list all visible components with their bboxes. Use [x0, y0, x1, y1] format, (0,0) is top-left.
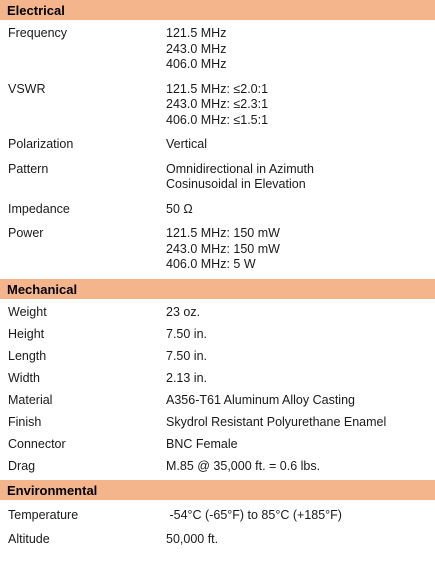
spec-label: Drag: [8, 458, 36, 473]
spec-value-line: Omnidirectional in Azimuth: [166, 161, 314, 176]
spec-value: [166, 459, 435, 475]
spec-row-drag: [0, 452, 435, 474]
spec-value: [166, 202, 435, 218]
spec-value-line: 243.0 MHz: 150 mW: [166, 241, 280, 256]
spec-value-line: M.85 @ 35,000 ft. = 0.6 lbs.: [166, 458, 321, 473]
spec-label: VSWR: [8, 81, 46, 96]
spec-value-line: Vertical: [166, 137, 207, 151]
spec-row-length: [0, 342, 435, 364]
spec-row-material: [0, 386, 435, 408]
spec-value-line: Skydrol Resistant Polyurethane Enamel: [166, 414, 387, 429]
spec-value-line: 50 Ω: [166, 201, 193, 216]
section-header-electrical: Electrical: [0, 0, 435, 21]
spec-value: [166, 371, 435, 387]
spec-row-connector: [0, 430, 435, 452]
spec-value-line: 121.5 MHz: [166, 26, 227, 40]
spec-value-line: 7.50 in.: [166, 348, 208, 363]
spec-value: [166, 327, 435, 343]
spec-value: [166, 82, 435, 129]
spec-row-altitude: [0, 524, 435, 548]
spec-value: [166, 508, 435, 524]
spec-value: [166, 162, 435, 193]
spec-row-polarization: [0, 128, 435, 153]
spec-value-line: 406.0 MHz: 5 W: [166, 257, 256, 271]
spec-value: [166, 137, 435, 153]
spec-value-line: 243.0 MHz: ≤2.3:1: [166, 97, 269, 111]
spec-value: [166, 437, 435, 453]
spec-row-impedance: [0, 193, 435, 218]
spec-value: [166, 305, 435, 321]
spec-value-line: 7.50 in.: [166, 326, 208, 341]
spec-value-line: 121.5 MHz: ≤2.0:1: [166, 81, 269, 96]
spec-value: [166, 532, 435, 548]
spec-row-pattern: [0, 153, 435, 193]
spec-value-line: 2.13 in.: [166, 370, 208, 385]
spec-value-line: 406.0 MHz: ≤1.5:1: [166, 112, 269, 127]
spec-label: Pattern: [8, 161, 49, 176]
spec-value-line: 23 oz.: [166, 304, 201, 319]
spec-row-temperature: [0, 501, 435, 524]
spec-value-line: A356-T61 Aluminum Alloy Casting: [166, 392, 355, 407]
spec-row-power: [0, 217, 435, 273]
spec-label: Connector: [8, 436, 66, 451]
spec-label: Length: [8, 348, 47, 363]
spec-value-line: 243.0 MHz: [166, 41, 227, 56]
spec-row-vswr: [0, 73, 435, 129]
spec-value: [166, 26, 435, 73]
spec-value-line: 406.0 MHz: [166, 57, 227, 71]
spec-value-line: 121.5 MHz: 150 mW: [166, 226, 280, 240]
spec-label: Finish: [8, 414, 42, 429]
spec-row-frequency: [0, 21, 435, 73]
spec-label: Polarization: [8, 137, 74, 151]
spec-value: [166, 349, 435, 365]
spec-value-line: Cosinusoidal in Elevation: [166, 177, 306, 191]
spec-label: Power: [8, 226, 44, 240]
spec-value: [166, 393, 435, 409]
spec-label: Impedance: [8, 201, 70, 216]
spec-row-weight: [0, 300, 435, 321]
spec-label: Material: [8, 392, 53, 407]
spec-value-line: -54°C (-65°F) to 85°C (+185°F): [166, 508, 342, 522]
spec-label: Width: [8, 370, 40, 385]
spec-label: Altitude: [8, 531, 50, 546]
spec-label: Frequency: [8, 26, 68, 40]
section-header-environmental: Environmental: [0, 479, 435, 501]
spec-value: [166, 415, 435, 431]
section-header-mechanical: Mechanical: [0, 278, 435, 300]
spec-label: Temperature: [8, 508, 79, 522]
spec-value-line: BNC Female: [166, 436, 238, 451]
spec-value: [166, 226, 435, 273]
spec-row-width: [0, 364, 435, 386]
spec-label: Height: [8, 326, 45, 341]
spec-label: Weight: [8, 304, 47, 319]
spec-row-height: [0, 320, 435, 342]
spec-row-finish: [0, 408, 435, 430]
spec-value-line: 50,000 ft.: [166, 531, 219, 546]
